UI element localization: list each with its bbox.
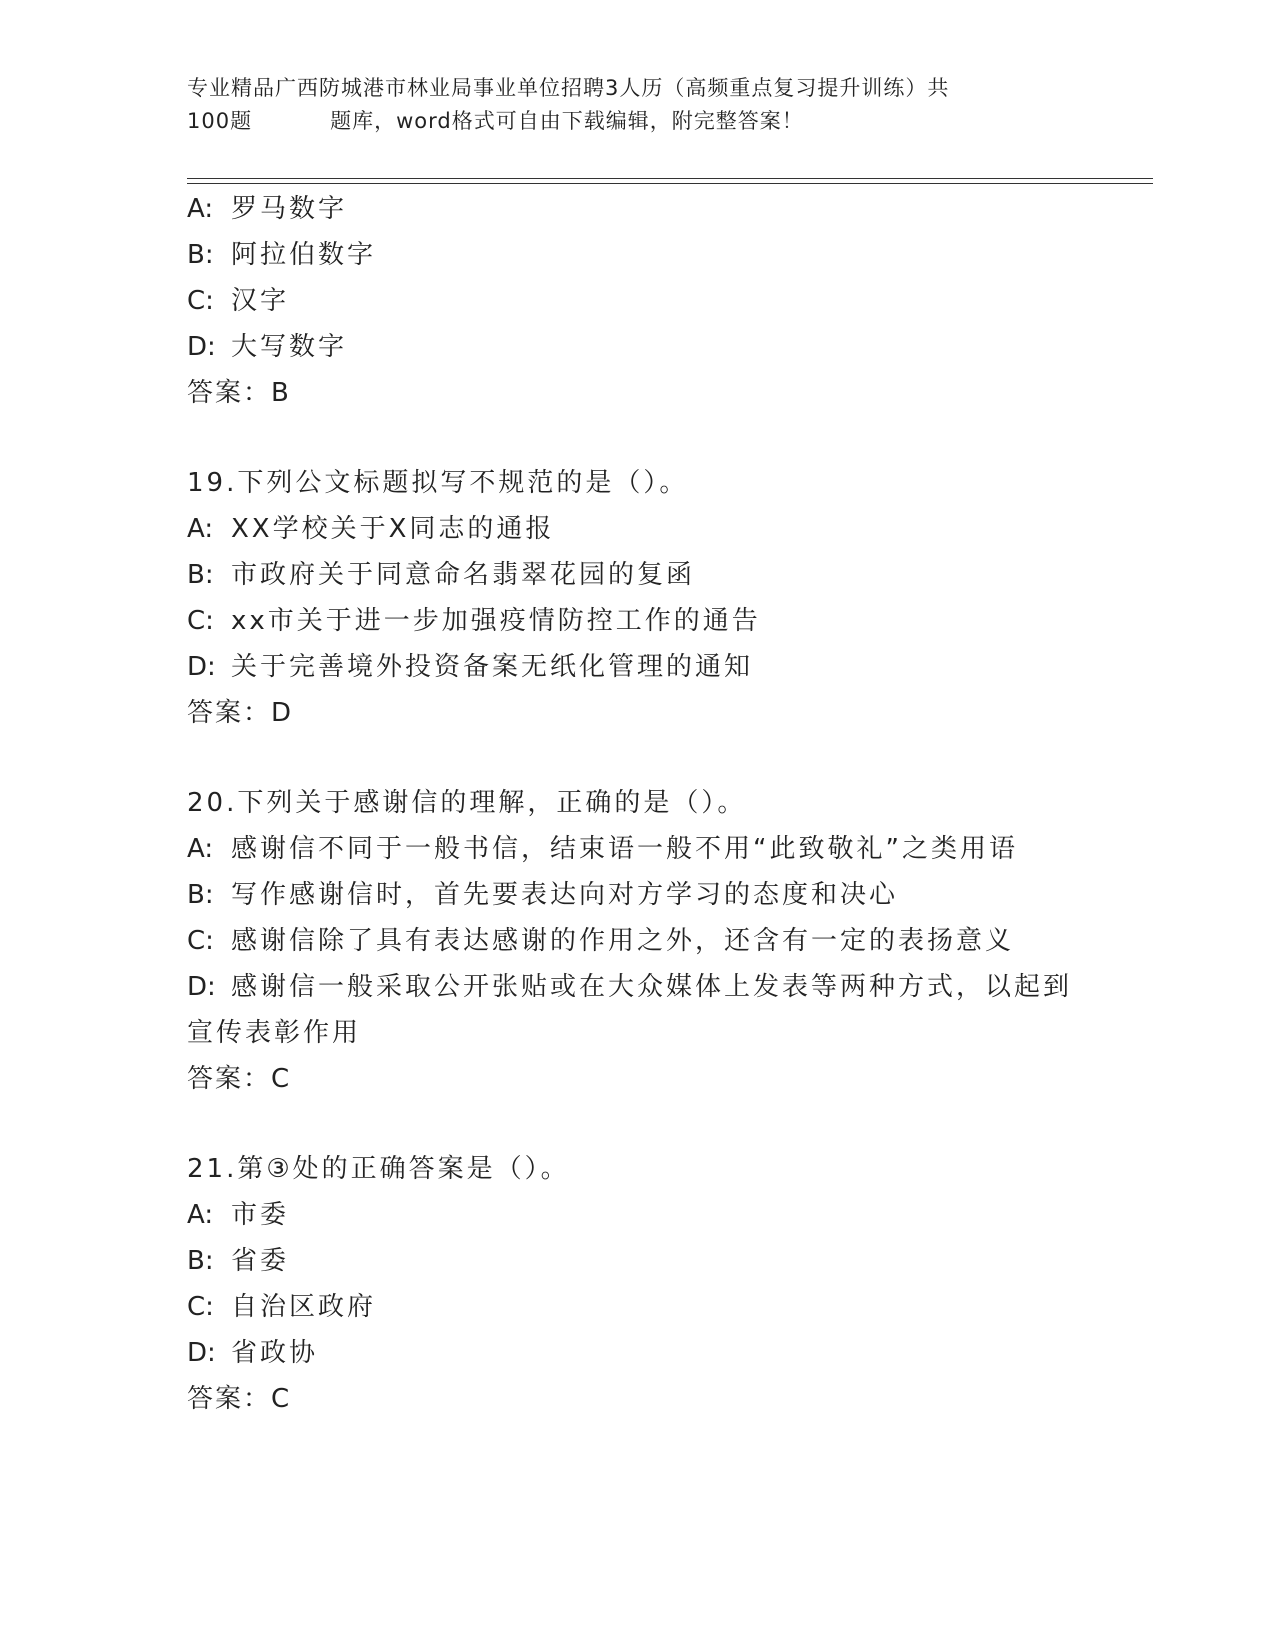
option-text: 感谢信不同于一般书信，结束语一般不用“此致敬礼”之类用语: [231, 834, 1018, 864]
option-label: D:: [187, 972, 216, 1002]
question-content: [187, 186, 1087, 1422]
option-text: 汉字: [231, 286, 290, 316]
block-spacer: [187, 1102, 1087, 1146]
option-text: 感谢信一般采取公开张贴或在大众媒体上发表等两种方式，以起到: [231, 972, 1073, 1002]
question-block-19: [187, 460, 1087, 736]
option-text: 市政府关于同意命名翡翠花园的复函: [231, 560, 696, 590]
option-a: [187, 506, 1087, 552]
option-c: [187, 278, 1087, 324]
option-text: XX学校关于X同志的通报: [231, 514, 555, 544]
option-text: 阿拉伯数字: [231, 240, 377, 270]
option-label: D:: [187, 652, 216, 682]
option-b: [187, 1238, 1087, 1284]
option-d-continuation: 宣传表彰作用: [187, 1018, 362, 1048]
option-text: 罗马数字: [231, 194, 348, 224]
option-text: 省委: [231, 1246, 290, 1276]
option-d: [187, 1330, 1087, 1376]
option-label: C:: [187, 926, 214, 956]
question-block-18: [187, 186, 1087, 416]
document-header: [187, 72, 1067, 138]
option-label: C:: [187, 606, 214, 636]
header-divider-bottom: [187, 183, 1153, 184]
option-d: [187, 324, 1087, 370]
option-label: D:: [187, 1338, 216, 1368]
option-label: B:: [187, 1246, 214, 1276]
option-text: 大写数字: [231, 332, 348, 362]
option-a: [187, 186, 1087, 232]
question-stem: 20.下列关于感谢信的理解，正确的是（）。: [187, 788, 747, 818]
option-c: [187, 1284, 1087, 1330]
option-text: 自治区政府: [231, 1292, 377, 1322]
option-a: [187, 1192, 1087, 1238]
option-label: C:: [187, 286, 214, 316]
header-title-line-2: [187, 105, 1067, 138]
question-stem: 21.第③处的正确答案是（）。: [187, 1154, 570, 1184]
answer-line: 答案：B: [187, 378, 291, 408]
header-divider-top: [187, 178, 1153, 179]
option-c: [187, 598, 1087, 644]
option-label: D:: [187, 332, 216, 362]
option-label: A:: [187, 834, 214, 864]
option-label: B:: [187, 560, 214, 590]
option-d: [187, 964, 1087, 1010]
block-spacer: [187, 736, 1087, 780]
option-text: 感谢信除了具有表达感谢的作用之外，还含有一定的表扬意义: [231, 926, 1015, 956]
option-text: xx市关于进一步加强疫情防控工作的通告: [231, 606, 761, 636]
option-b: [187, 872, 1087, 918]
option-text: 省政协: [231, 1338, 319, 1368]
option-c: [187, 918, 1087, 964]
option-b: [187, 232, 1087, 278]
option-text: 市委: [231, 1200, 290, 1230]
option-label: B:: [187, 880, 214, 910]
option-b: [187, 552, 1087, 598]
block-spacer: [187, 416, 1087, 460]
option-a: [187, 826, 1087, 872]
option-label: A:: [187, 194, 214, 224]
header-title-suffix: 题库，word格式可自由下载编辑，附完整答案！: [330, 109, 804, 133]
answer-line: 答案：C: [187, 1384, 292, 1414]
option-label: A:: [187, 514, 214, 544]
option-label: B:: [187, 240, 214, 270]
question-block-21: [187, 1146, 1087, 1422]
option-label: C:: [187, 1292, 214, 1322]
option-d: [187, 644, 1087, 690]
question-stem: 19.下列公文标题拟写不规范的是（）。: [187, 468, 689, 498]
option-label: A:: [187, 1200, 214, 1230]
answer-line: 答案：C: [187, 1064, 292, 1094]
option-text: 写作感谢信时，首先要表达向对方学习的态度和决心: [231, 880, 899, 910]
answer-line: 答案：D: [187, 698, 294, 728]
option-text: 关于完善境外投资备案无纸化管理的通知: [231, 652, 754, 682]
header-question-count: 100题: [187, 109, 253, 133]
question-block-20: [187, 780, 1087, 1102]
header-title-line-1: 专业精品广西防城港市林业局事业单位招聘3人历（高频重点复习提升训练）共: [187, 76, 950, 100]
